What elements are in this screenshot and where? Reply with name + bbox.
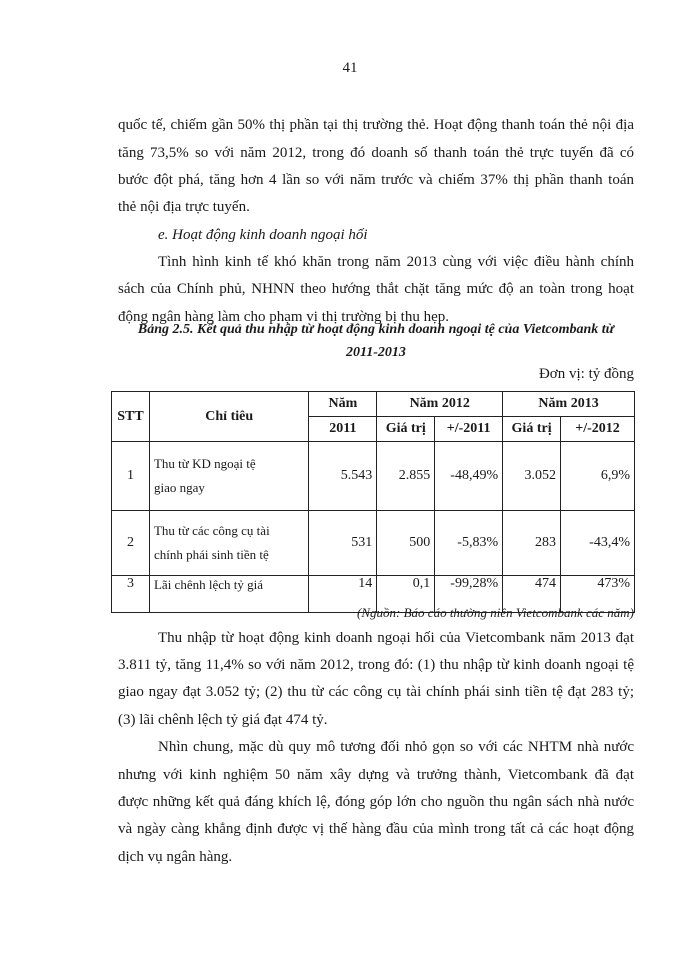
page-number: 41 bbox=[342, 60, 358, 76]
paragraph-line: giao ngay đạt 3.052 tỷ; (2) thu từ các công cụ tài chính phái sinh tiền tệ đạt 283 tỷ; bbox=[118, 684, 634, 700]
header-year-2013: Năm 2013 bbox=[503, 392, 635, 417]
cell-2013-change: 473% bbox=[561, 576, 635, 613]
header-change-2011: +/-2011 bbox=[435, 417, 503, 442]
paragraph-line: Nhìn chung, mặc dù quy mô tương đối nhỏ gọn so với các NHTM nhà nước bbox=[158, 739, 634, 755]
table-row bbox=[112, 511, 635, 576]
cell-stt: 3 bbox=[112, 576, 150, 613]
cell-2012-change: -5,83% bbox=[435, 511, 503, 576]
paragraph-line: dịch vụ ngân hàng. bbox=[118, 849, 233, 865]
header-year-2012: Năm 2012 bbox=[377, 392, 503, 417]
header-value-2012: Giá trị bbox=[377, 417, 435, 442]
unit-label: Đơn vị: tỷ đồng bbox=[538, 366, 634, 382]
cell-indicator bbox=[149, 511, 308, 576]
paragraph-line: Tình hình kinh tế khó khăn trong năm 2013 cùng với việc điều hành chính bbox=[158, 254, 634, 270]
cell-2012-value: 500 bbox=[377, 511, 435, 576]
paragraph-line: tăng 73,5% so với năm 2012, trong đó doanh số thanh toán thẻ trực tuyến đã có bbox=[118, 145, 634, 161]
cell-2011: 531 bbox=[309, 511, 377, 576]
paragraph-line: quốc tế, chiếm gần 50% thị phần tại thị trường thẻ. Hoạt động thanh toán thẻ nội địa bbox=[118, 117, 634, 133]
header-stt: STT bbox=[112, 392, 150, 442]
income-table bbox=[111, 391, 635, 613]
cell-2013-value: 283 bbox=[503, 511, 561, 576]
header-value-2013: Giá trị bbox=[503, 417, 561, 442]
cell-stt: 2 bbox=[112, 511, 150, 576]
cell-2011: 5.543 bbox=[309, 442, 377, 511]
source-note: (Nguồn: Báo cáo thường niên Vietcombank các năm) bbox=[357, 605, 634, 620]
cell-indicator bbox=[149, 442, 308, 511]
cell-indicator: Lãi chênh lệch tỷ giá bbox=[149, 576, 308, 613]
table-caption: Bảng 2.5. Kết quả thu nhập từ hoạt động kinh doanh ngoại tệ của Vietcombank từ bbox=[137, 322, 615, 337]
cell-stt: 1 bbox=[112, 442, 150, 511]
cell-2012-value: 0,1 bbox=[377, 576, 435, 613]
cell-2013-value: 3.052 bbox=[503, 442, 561, 511]
cell-indicator-line: Thu từ các công cụ tài bbox=[153, 523, 270, 538]
header-year-2011: 2011 bbox=[309, 417, 377, 442]
cell-2013-change: -43,4% bbox=[561, 511, 635, 576]
cell-2012-value: 2.855 bbox=[377, 442, 435, 511]
cell-2013-change: 6,9% bbox=[561, 442, 635, 511]
cell-indicator-line: chính phái sinh tiền tệ bbox=[153, 547, 269, 562]
section-heading: e. Hoạt động kinh doanh ngoại hối bbox=[158, 227, 368, 243]
cell-2013-value: 474 bbox=[503, 576, 561, 613]
cell-indicator-line: giao ngay bbox=[153, 480, 205, 495]
cell-2012-change: -48,49% bbox=[435, 442, 503, 511]
cell-2012-change: -99,28% bbox=[435, 576, 503, 613]
table-row bbox=[112, 442, 635, 511]
table-caption-years: 2011-2013 bbox=[346, 345, 406, 360]
header-change-2012: +/-2012 bbox=[561, 417, 635, 442]
paragraph-line: 3.811 tỷ, tăng 11,4% so với năm 2012, trong đó: (1) thu nhập từ kinh doanh ngoại tệ bbox=[118, 657, 634, 673]
paragraph-line: sách của Chính phủ, NHNN theo hướng thắt chặt tăng mức độ an toàn trong hoạt bbox=[118, 281, 634, 297]
cell-indicator-line: Thu từ KD ngoại tệ bbox=[153, 456, 256, 471]
paragraph-line: nhưng với kinh nghiệm 50 năm xây dựng và trưởng thành, Vietcombank đã đạt bbox=[118, 767, 634, 783]
header-indicator: Chỉ tiêu bbox=[149, 392, 308, 442]
header-year-2011-label: Năm bbox=[309, 392, 377, 417]
paragraph-line: (3) lãi chênh lệch tỷ giá đạt 474 tỷ. bbox=[118, 712, 328, 728]
paragraph-line: bước đột phá, tăng hơn 4 lần so với năm trước và chiếm 37% thị phần thanh toán bbox=[118, 172, 634, 188]
paragraph-line: Thu nhập từ hoạt động kinh doanh ngoại hối của Vietcombank năm 2013 đạt bbox=[158, 630, 634, 646]
paragraph-line: động ngân hàng làm cho phạm vi thị trường bị thu hẹp. bbox=[118, 309, 450, 325]
cell-2011: 14 bbox=[309, 576, 377, 613]
paragraph-line: và ngày càng khẳng định được vị thế hàng đầu của mình trong tất cả các hoạt động bbox=[118, 821, 634, 837]
paragraph-line: thẻ nội địa trực tuyến. bbox=[118, 199, 250, 215]
paragraph-line: được những kết quả đáng khích lệ, đóng góp lớn cho nguồn thu ngân sách nhà nước bbox=[118, 794, 634, 810]
